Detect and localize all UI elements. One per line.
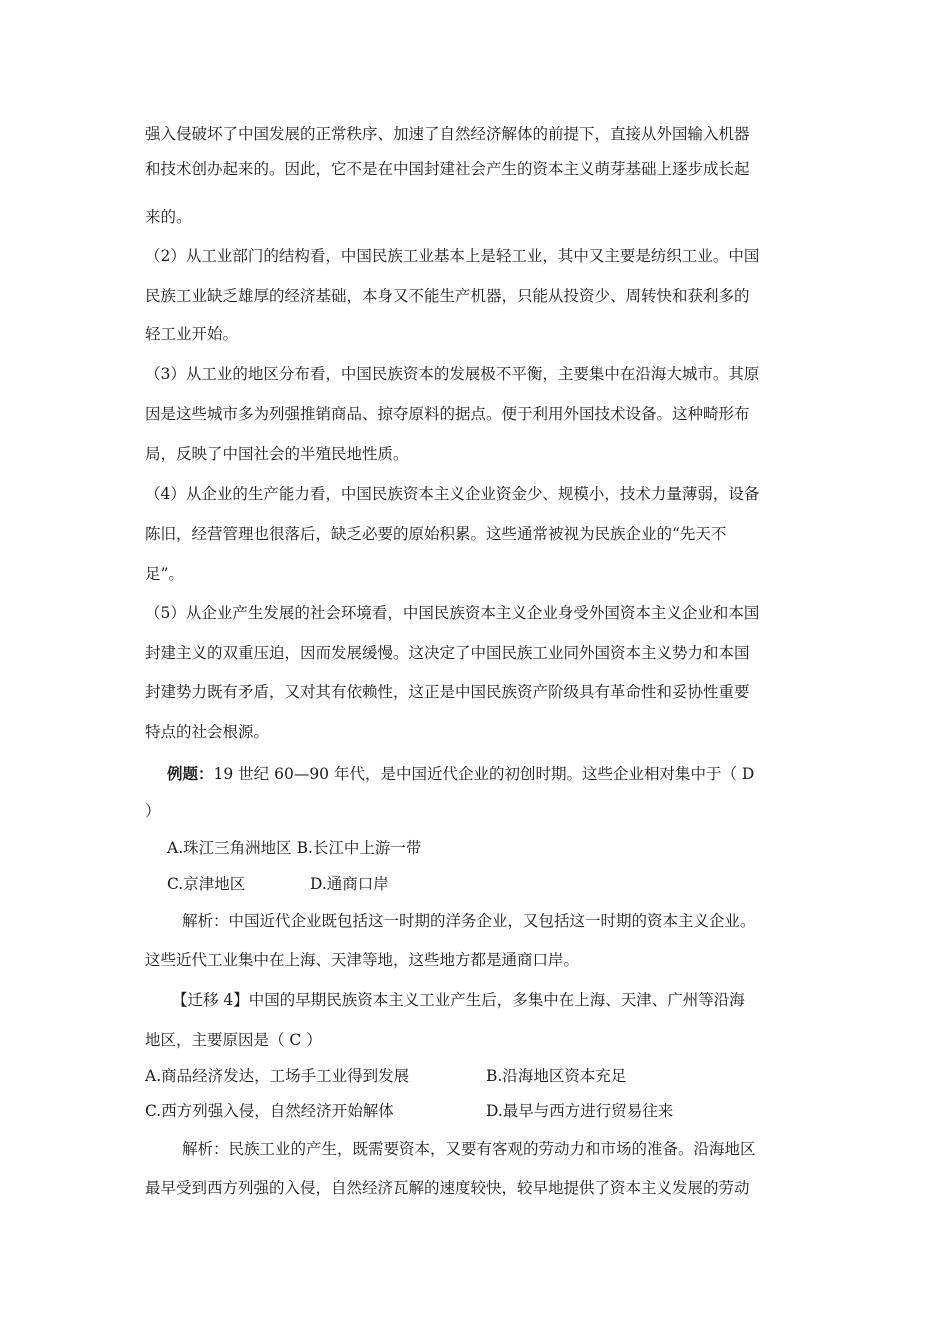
transfer-option-c: C.西方列强入侵，自然经济开始解体 [145,1102,394,1120]
text-line: （3）从工业的地区分布看，中国民族资本的发展极不平衡，主要集中在沿海大城市。其原 [145,365,760,383]
transfer-analysis-cont: 最早受到西方列强的入侵，自然经济瓦解的速度较快，较早地提供了资本主义发展的劳动 [145,1179,750,1197]
text-line: 因是这些城市多为列强推销商品、掠夺原料的据点。便于利用外国技术设备。这种畸形布 [145,405,750,423]
example-options-row-2 [167,874,389,894]
text-line: （4）从企业的生产能力看，中国民族资本主义企业资金少、规模小，技术力量薄弱，设备 [145,485,760,503]
example-label: 例题： [167,764,214,783]
text-line: 来的。 [145,208,192,226]
example-options-row-1 [167,838,421,858]
text-line: 封建势力既有矛盾，又对其有依赖性，这正是中国民族资产阶级具有革命性和妥协性重要 [145,683,750,701]
text-line: 局，反映了中国社会的半殖民地性质。 [145,445,409,463]
example-option-a: A.珠江三角洲地区 [167,839,292,857]
transfer-question-text: 中国的早期民族资本主义工业产生后，多集中在上海、天津、广州等沿海 [248,991,745,1009]
transfer-options-row-2 [145,1101,673,1121]
example-analysis: 解析：中国近代企业既包括这一时期的洋务企业，又包括这一时期的资本主义企业。 [182,912,756,930]
transfer-analysis: 解析：民族工业的产生，既需要资本，又要有客观的劳动力和市场的准备。沿海地区 [182,1140,756,1158]
transfer-label: 【迁移 4】 [172,991,249,1009]
transfer-option-a: A.商品经济发达，工场手工业得到发展 [145,1067,410,1085]
example-option-c: C.京津地区 [167,875,246,893]
example-analysis-cont: 这些近代工业集中在上海、天津等地，这些地方都是通商口岸。 [145,951,580,969]
text-line: 轻工业开始。 [145,325,239,343]
transfer-options-row-1 [145,1066,626,1086]
transfer-option-b: B.沿海地区资本充足 [486,1067,627,1085]
example-question [167,764,754,784]
example-option-d: D.通商口岸 [310,875,389,893]
example-question-end: ） [145,802,161,820]
text-line: 强入侵破坏了中国发展的正常秩序、加速了自然经济解体的前提下，直接从外国输入机器 [145,125,750,143]
transfer-question-cont: 地区，主要原因是（ C ） [145,1031,322,1049]
example-option-b: B.长江中上游一带 [296,839,422,857]
text-line: 特点的社会根源。 [145,723,270,741]
text-line: 封建主义的双重压迫，因而发展缓慢。这决定了中国民族工业同外国资本主义势力和本国 [145,644,750,662]
text-line: （2）从工业部门的结构看，中国民族工业基本上是轻工业，其中又主要是纺织工业。中国 [145,247,760,265]
transfer-question [172,990,745,1010]
text-line: （5）从企业产生发展的社会环境看，中国民族资本主义企业身受外国资本主义企业和本国 [145,604,760,622]
text-line: 陈旧，经营管理也很落后，缺乏必要的原始积累。这些通常被视为民族企业的“先天不 [145,525,727,543]
text-line: 和技术创办起来的。因此，它不是在中国封建社会产生的资本主义萌芽基础上逐步成长起 [145,160,750,178]
transfer-option-d: D.最早与西方进行贸易往来 [486,1102,674,1120]
text-line: 民族工业缺乏雄厚的经济基础，本身又不能生产机器，只能从投资少、周转快和获利多的 [145,287,750,305]
example-question-text: 19 世纪 60—90 年代，是中国近代企业的初创时期。这些企业相对集中于（ D [213,765,755,783]
text-line: 足”。 [145,565,184,583]
